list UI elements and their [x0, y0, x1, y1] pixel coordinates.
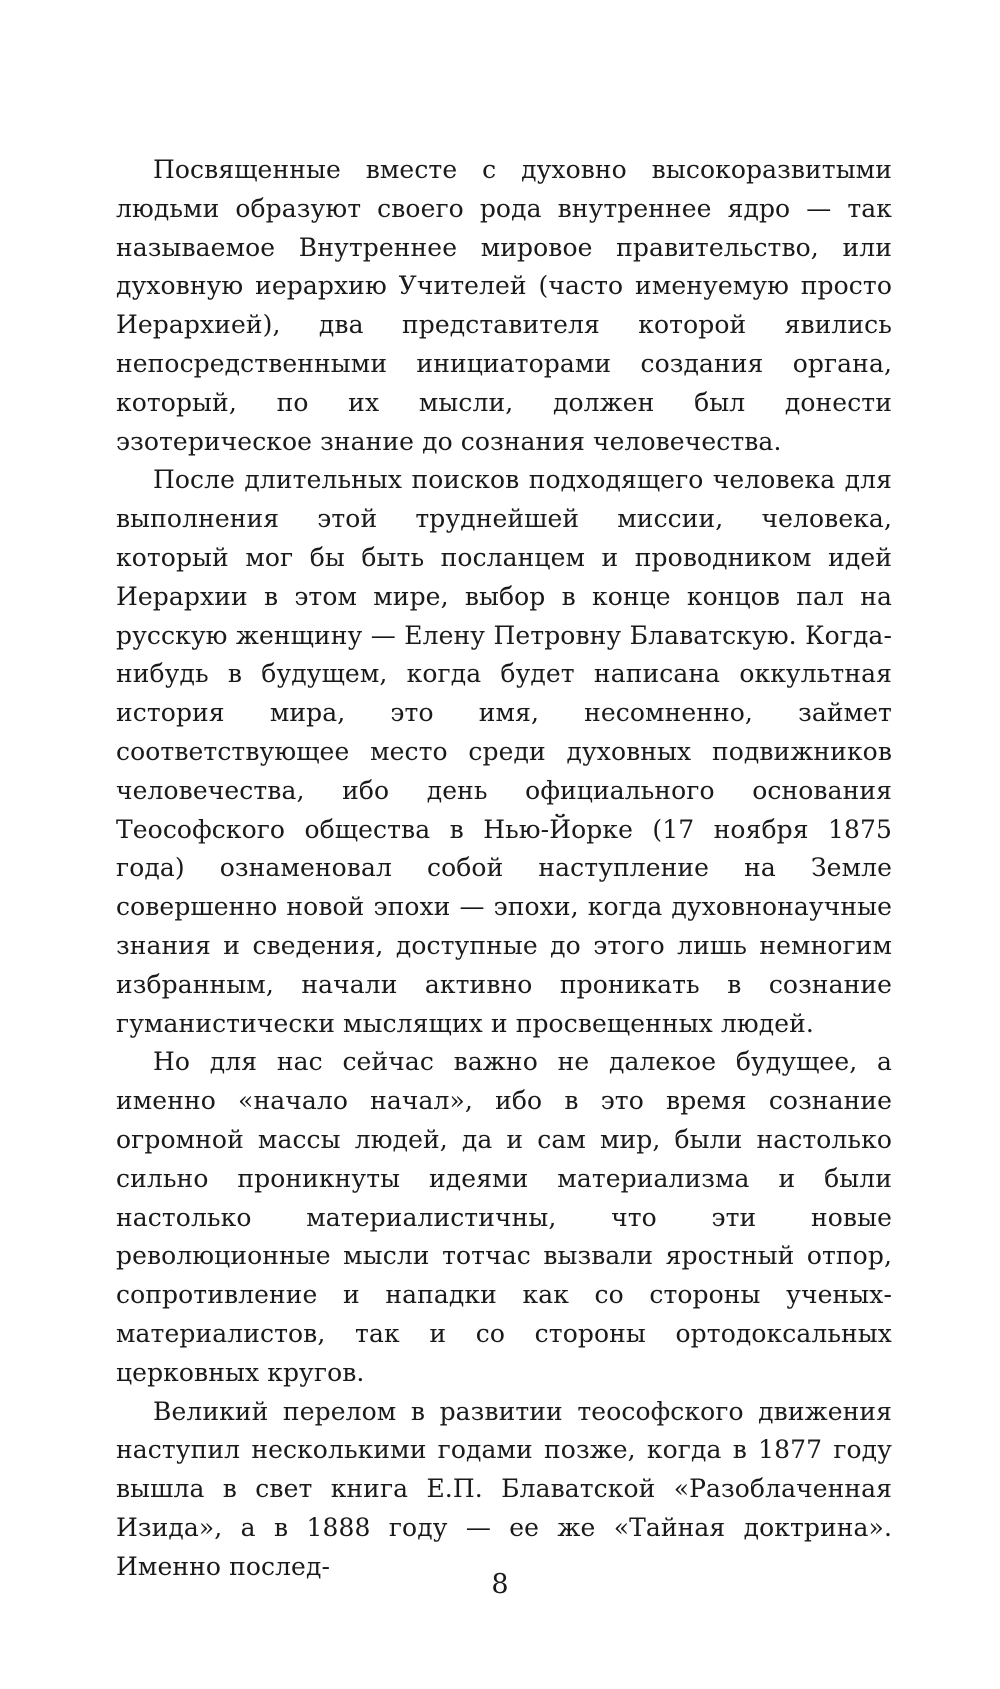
paragraph-1: Посвященные вместе с духовно высокоразвитыми людьми образуют своего рода внутреннее ядро — так называемое Внутреннее мировое правительство, или духовную иерархию Учителей (часто именуемую просто Иерархией), два представителя которой явились непосредственными инициаторами создания органа, который, по их мысли, должен был донести эзотерическое знание до сознания человечества. — [116, 155, 892, 456]
paragraph-3: Но для нас сейчас важно не далекое будущее, а именно «начало начал», ибо в это время сознание огромной массы людей, да и сам мир, были настолько сильно проникнуты идеями материализма и были настолько материалистичны, что эти новые революционные мысли тотчас вызвали яростный отпор, сопротивление и нападки как со стороны ученых-материалистов, так и со стороны ортодоксальных церковных кругов. — [116, 1047, 892, 1387]
page-number: 8 — [491, 1569, 509, 1600]
body-text — [116, 151, 892, 1586]
paragraph-4: Великий перелом в развитии теософского движения наступил несколькими годами позже, когда в 1877 году вышла в свет книга Е.П. Блаватской «Разоблаченная Изида», а в 1888 году — ее же «Тайная доктрина». Именно послед- — [116, 1396, 892, 1581]
paragraph-2: После длительных поисков подходящего человека для выполнения этой труднейшей миссии, человека, который мог бы быть посланцем и проводником идей Иерархии в этом мире, выбор в конце концов пал на русскую женщину — Елену Петровну Блаватскую. Когда-нибудь в будущем, когда будет написана оккультная история мира, это имя, несомненно, займет соответствующее место среди духовных подвижников человечества, ибо день официального основания Теософского общества в Нью-Йорке (17 ноября 1875 года) ознаменовал собой наступление на Земле совершенно новой эпохи — эпохи, когда духовнонаучные знания и сведения, доступные до этого лишь немногим избранным, начали активно проникать в сознание гуманистически мыслящих и просвещенных людей. — [116, 465, 892, 1038]
